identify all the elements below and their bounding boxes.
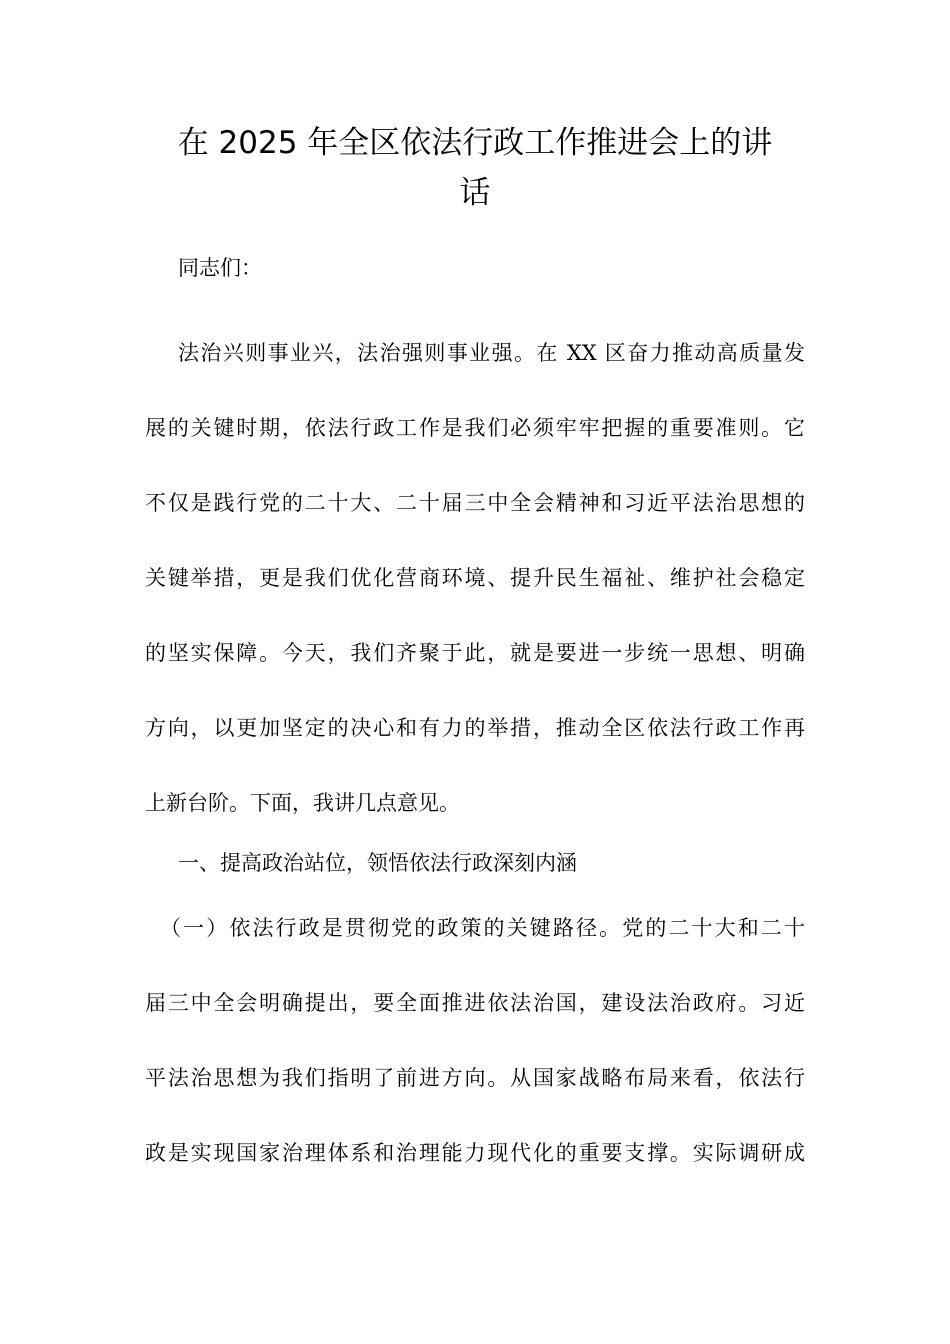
salutation: 同志们： <box>178 256 262 280</box>
paragraph-2-line: 政是实现国家治理体系和治理能力现代化的重要支撑。实际调研成 <box>145 1141 805 1165</box>
paragraph-2-line: （一）依法行政是贯彻党的政策的关键路径。党的二十大和二十 <box>160 916 805 940</box>
document-title-line-1: 在 2025 年全区依法行政工作推进会上的讲 <box>177 125 773 161</box>
paragraph-2-line: 平法治思想为我们指明了前进方向。从国家战略布局来看，依法行 <box>145 1066 805 1090</box>
paragraph-1-line: 上新台阶。下面，我讲几点意见。 <box>145 791 460 815</box>
paragraph-2-line: 届三中全会明确提出，要全面推进依法治国，建设法治政府。习近 <box>145 991 805 1015</box>
paragraph-1-line: 展的关键时期，依法行政工作是我们必须牢牢把握的重要准则。它 <box>145 416 805 440</box>
paragraph-1-line: 法治兴则事业兴，法治强则事业强。在 XX 区奋力推动高质量发 <box>178 341 805 365</box>
section-heading-1: 一、提高政治站位，领悟依法行政深刻内涵 <box>178 851 577 875</box>
paragraph-1-line: 关键举措，更是我们优化营商环境、提升民生福祉、维护社会稳定 <box>145 566 805 590</box>
document-title-line-2: 话 <box>459 175 491 211</box>
paragraph-1-line: 方向，以更加坚定的决心和有力的举措，推动全区依法行政工作再 <box>145 716 805 740</box>
paragraph-1-line: 的坚实保障。今天，我们齐聚于此，就是要进一步统一思想、明确 <box>145 641 805 665</box>
paragraph-1-line: 不仅是践行党的二十大、二十届三中全会精神和习近平法治思想的 <box>145 491 805 515</box>
